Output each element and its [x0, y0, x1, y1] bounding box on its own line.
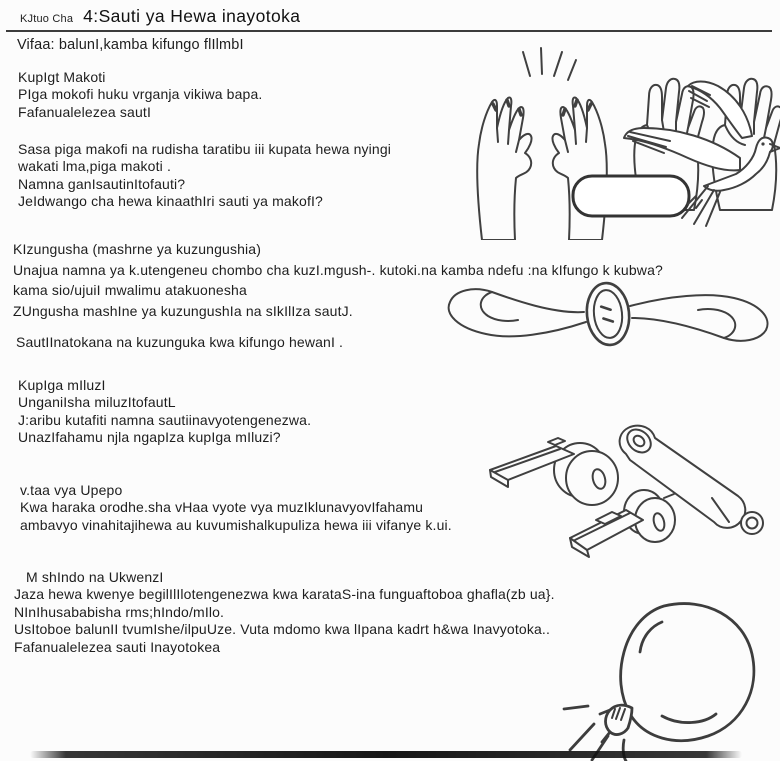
text-line: NInIhusababisha rms;hIndo/mIlo.: [14, 603, 225, 620]
button-icon: [584, 281, 632, 347]
section-heading: KupIga mIluzI: [18, 377, 106, 393]
balloon-illustration: [558, 590, 780, 761]
section-spinner-note: [16, 334, 343, 351]
section-heading: v.taa vya Upepo: [20, 482, 123, 498]
whistles-icon: [478, 410, 780, 565]
section-heading: M shIndo na UkwenzI: [26, 569, 164, 585]
text-line: PIga mokofi huku vrganja vikiwa bapa.: [18, 86, 263, 103]
text-line: Unajua namna ya k.utengeneu chombo cha kuzI.mgush-. kutoki.na kamba ndefu :na kIfungo k kubwa?: [13, 261, 663, 278]
hands-clapping-icon: [430, 40, 780, 240]
hands-dove-illustration: [430, 40, 780, 240]
page-header: [20, 6, 300, 27]
whistles-illustration: [478, 410, 780, 565]
section-heading: KIzungusha (mashrne ya kuzungushia): [13, 241, 262, 257]
section-mshindo: [14, 569, 555, 656]
text-line: SautIInatokana na kuzunguka kwa kifungo hewanI .: [16, 334, 344, 350]
pea-whistle-icon: [490, 438, 618, 505]
materials-line: Vifaa: balunI,kamba kifungo flIlmbI: [17, 37, 244, 53]
text-line: Fafanualelezea sautI: [18, 103, 151, 120]
bottom-scan-bar: [30, 751, 742, 758]
text-line: Jaza hewa kwenye begilIlIlotengenezwa kwa karataS-ina funguaftoboa ghafla(zb ua}.: [14, 586, 555, 603]
text-line: Namna ganIsautinItofauti?: [18, 175, 186, 192]
section-makofi-paragraph: [18, 141, 391, 211]
text-line: J:aribu kutafiti namna sautiinavyotengenezwa.: [18, 411, 312, 428]
section-kupiga-miluzi: [18, 377, 311, 447]
text-line: UsItoboe balunII tvumIshe/ilpuUze. Vuta mdomo kwa lIpana kadrt h&wa Inavyotoka..: [14, 621, 550, 638]
text-line: UnganiIsha miluzItofautL: [18, 394, 176, 411]
chapter-kicker: KJtuo Cha: [20, 13, 74, 25]
spinner-illustration: [430, 272, 780, 357]
text-line: Kwa haraka orodhe.sha vHaa vyote vya muzIklunavyovIfahamu: [20, 499, 424, 516]
text-line: UnazIfahamu njla ngapIza kupIga mIluzi?: [18, 429, 281, 446]
text-line: ambavyo vinahitajihewa au kuvumishalkupuliza hewa iii vifanye k.ui.: [20, 516, 452, 533]
header-divider: [6, 30, 772, 32]
capsule-shape: [573, 176, 689, 216]
text-line: JeIdwango cha hewa kinaathIri sauti ya makofI?: [18, 193, 323, 210]
text-line: ZUngusha mashIne ya kuzungushIa na sIkIlIza sautJ.: [13, 302, 353, 319]
page-title: 4:Sauti ya Hewa inayotoka: [83, 6, 301, 26]
text-line: Fafanualelezea sauti Inayotokea: [14, 638, 221, 655]
section-vyombo-vya-upepo: [20, 482, 452, 534]
button-spinner-icon: [430, 272, 780, 357]
section-heading: KupIgt Makoti: [18, 69, 106, 85]
section-kupiga-makofi: [18, 69, 262, 121]
balloon-air-icon: [558, 590, 780, 761]
text-line: wakati lma,piga makoti .: [18, 158, 171, 175]
text-line: kama sio/ujuiI mwalimu atakuonesha: [13, 282, 247, 299]
text-line: Sasa piga makofi na rudisha taratibu iii kupata hewa nyingi: [18, 141, 392, 157]
